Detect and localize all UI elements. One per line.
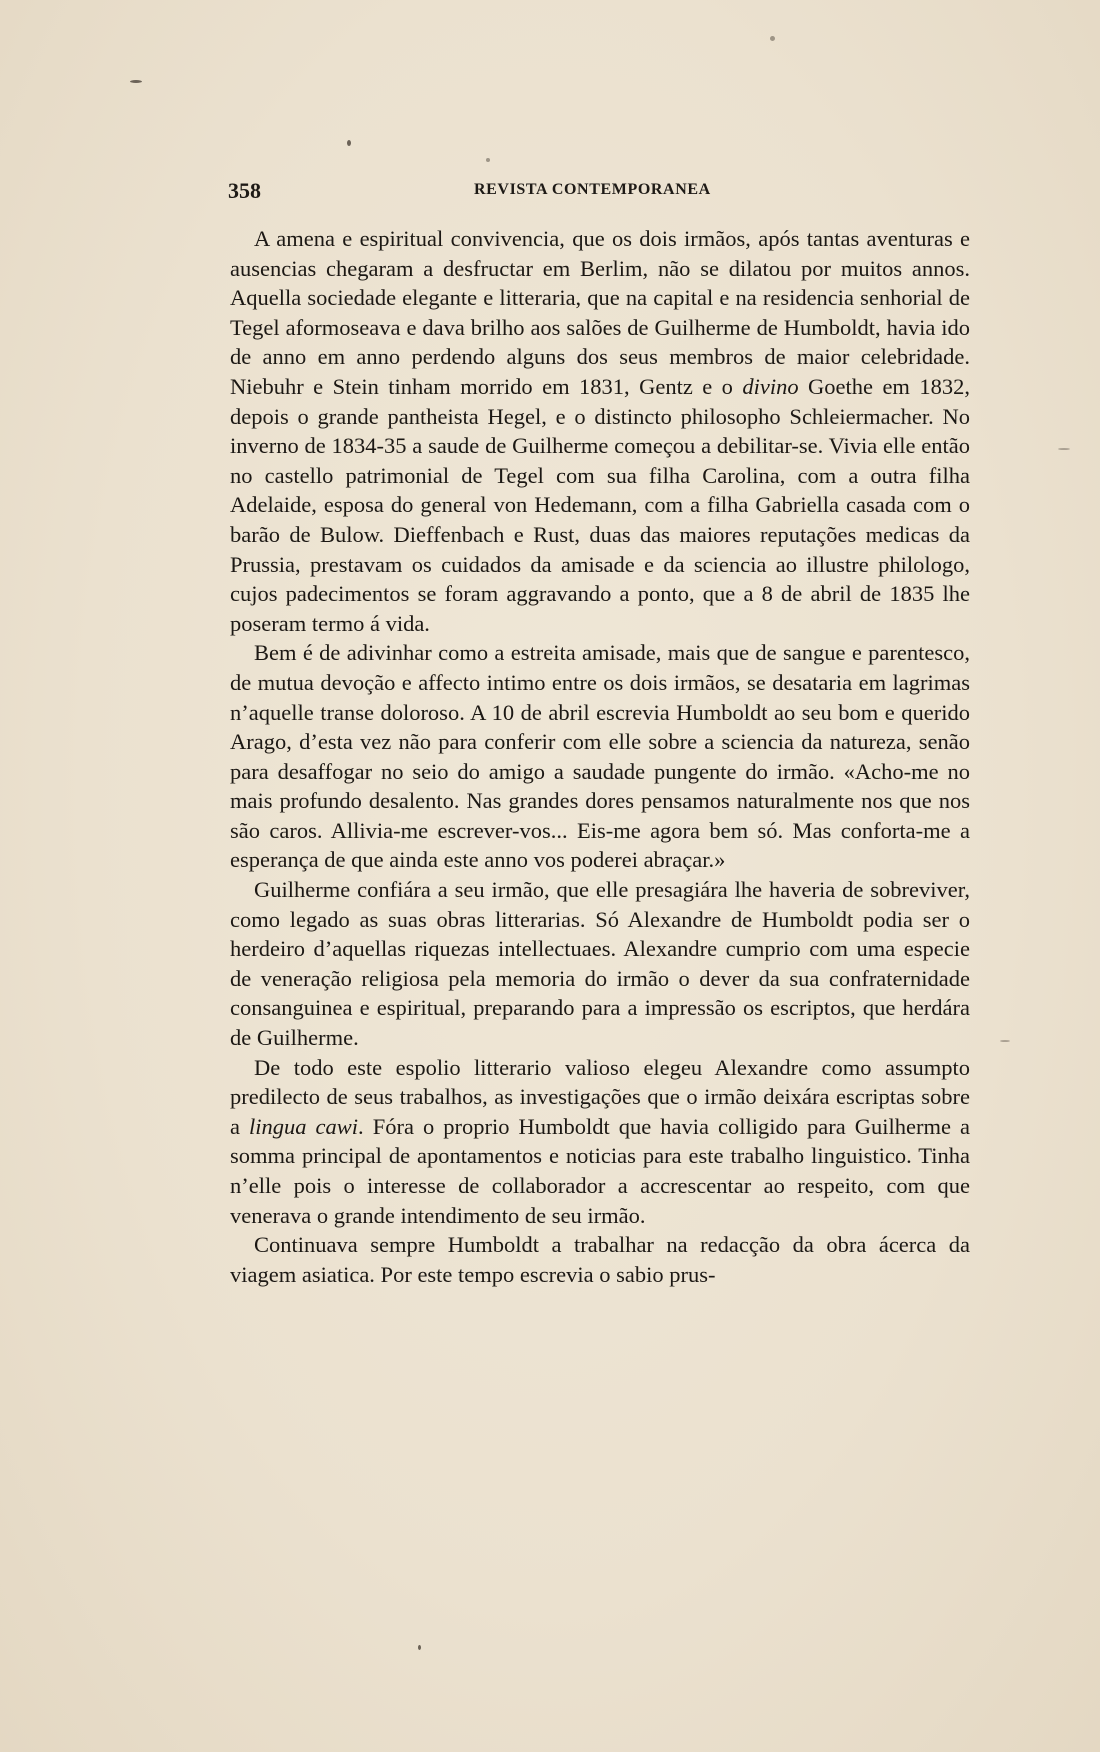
text-run: A amena e espiritual convivencia, que os dois irmãos, após tantas aventuras e ausencias chegaram a desfructar em Berlim, não se dilatou por muitos annos. Aquella sociedade elegante e litteraria, que na capital e na residencia senhorial de Tegel aformoseava e dava brilho aos salões de Guilherme de Humboldt, havia ido de anno em anno perdendo alguns dos seus membros de maior celebridade. Niebuhr e Stein tinham morrido em 1831, Gentz e o [230, 226, 970, 399]
paragraph [230, 1053, 970, 1231]
running-head: REVISTA CONTEMPORANEA [474, 181, 711, 198]
page-number: 358 [228, 178, 261, 203]
body-text [230, 224, 970, 1289]
paper-speck [1000, 1040, 1010, 1042]
paragraph [230, 1230, 970, 1289]
italic-text-run: lingua cawi [249, 1113, 359, 1139]
text-run: Goethe em 1832, depois o grande pantheista Hegel, e o distincto philosopho Schleiermacher. No inverno de 1834-35 a saude de Guilherme começou a debilitar-se. Vivia elle então no castello patrimonial de Tegel com sua filha Carolina, com a outra filha Adelaide, esposa do general von Hedemann, com a filha Gabriella casada com o barão de Bulow. Dieffenbach e Rust, duas das maiores reputações medicas da Prussia, prestavam os cuidados da amisade e da sciencia ao illustre philologo, cujos padecimentos se foram aggravando a ponto, que a 8 de abril de 1835 lhe poseram termo á vida. [230, 373, 970, 636]
text-run: Bem é de adivinhar como a estreita amisade, mais que de sangue e parentesco, de mutua devoção e affecto intimo entre os dois irmãos, se desataria em lagrimas n’aquelle transe doloroso. A 10 de abril escrevia Humboldt ao seu bom e querido Arago, d’esta vez não para conferir com elle sobre a sciencia da natureza, senão para desaffogar no seio do amigo a saudade pungente do irmão. «Acho-me no mais profundo desalento. Nas grandes dores pensamos naturalmente nos que nos são caros. Allivia-me escrever-vos... Eis-me agora bem só. Mas conforta-me a esperança de que ainda este anno vos poderei abraçar.» [230, 640, 970, 873]
paper-speck [418, 1645, 421, 1650]
italic-text-run: divino [742, 373, 799, 399]
page-header [228, 178, 728, 204]
paper-speck [770, 36, 775, 41]
paragraph [230, 224, 970, 638]
text-run: . Fóra o proprio Humboldt que havia colligido para Guilherme a somma principal de apontamentos e noticias para este trabalho linguistico. Tinha n’elle pois o interesse de collaborador a accrescentar ao respeito, com que venerava o grande intendimento de seu irmão. [230, 1113, 970, 1228]
text-run: De todo este espolio litterario valioso elegeu Alexandre como assumpto predilecto de seus trabalhos, as investigações que o irmão deixára escriptas sobre a [230, 1054, 970, 1139]
text-run: Guilherme confiára a seu irmão, que elle presagiára lhe haveria de sobreviver, como legado as suas obras litterarias. Só Alexandre de Humboldt podia ser o herdeiro d’aquellas riquezas intellectuaes. Alexandre cumprio com uma especie de veneração religiosa pela memoria do irmão o dever da sua confraternidade consanguinea e espiritual, preparando para a impressão os escriptos, que herdára de Guilherme. [230, 877, 970, 1051]
paper-speck [347, 140, 351, 146]
paper-speck [130, 80, 142, 83]
text-run: Continuava sempre Humboldt a trabalhar na redacção da obra ácerca da viagem asiatica. Por este tempo escrevia o sabio prus- [230, 1232, 970, 1287]
paragraph [230, 875, 970, 1053]
paper-speck [486, 158, 490, 162]
paragraph [230, 638, 970, 875]
paper-speck [1058, 448, 1070, 450]
